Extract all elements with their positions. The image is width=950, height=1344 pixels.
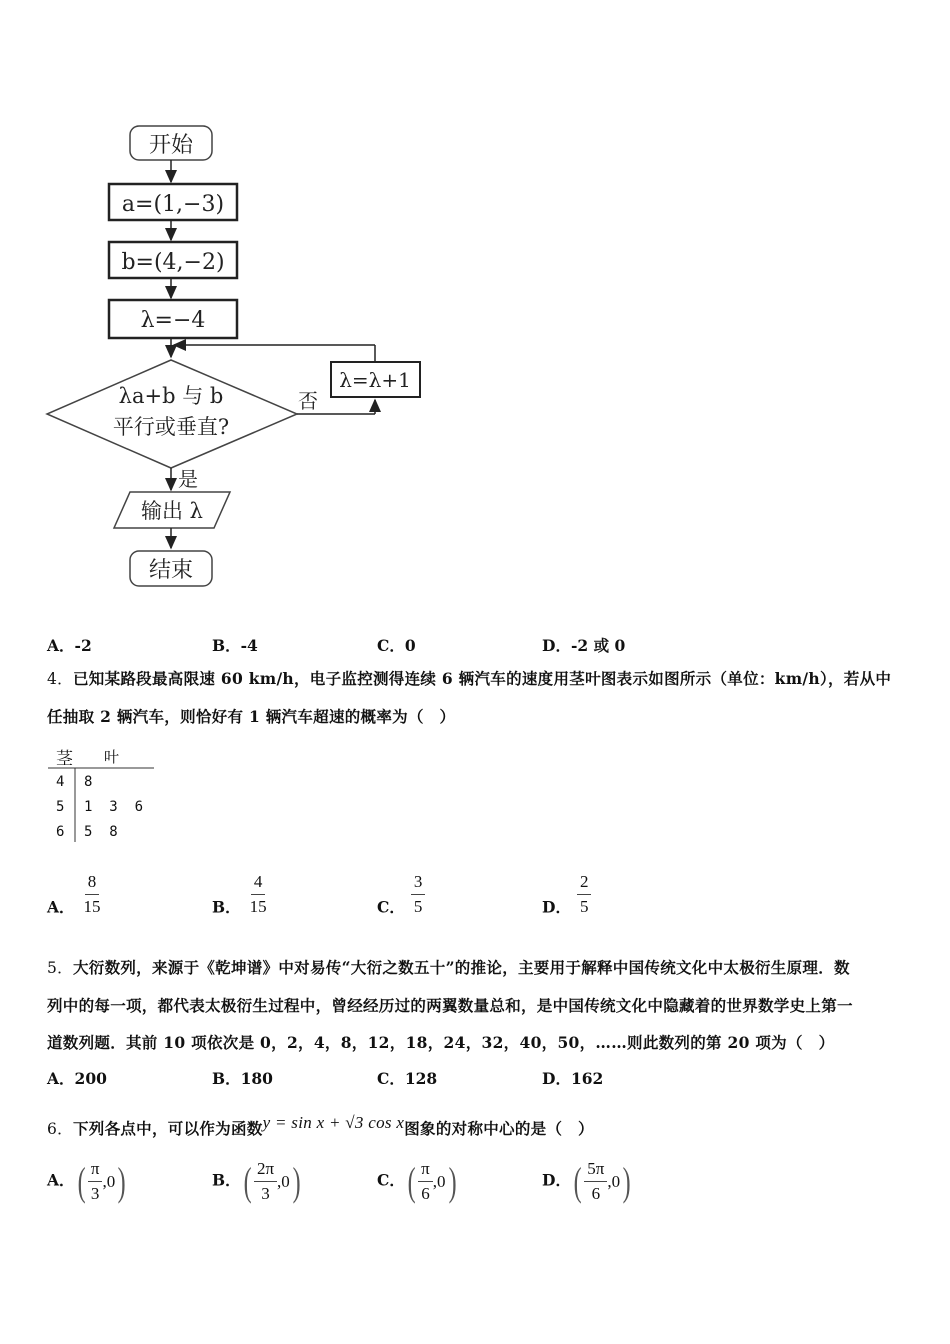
q4-option-b: B． $\frac{4}{15}$ bbox=[212, 872, 267, 917]
leaf-header: 叶 bbox=[104, 748, 120, 766]
question-4 bbox=[47, 660, 917, 735]
stem-row: 4 bbox=[56, 774, 65, 790]
q6-option-b: B． ( $\frac{2\pi}{3}$ ,0 ) bbox=[212, 1159, 301, 1204]
question-5 bbox=[47, 949, 917, 1061]
assign-b-label: b=(4,−2) bbox=[121, 250, 225, 275]
q5-option-b: B．180 bbox=[212, 1069, 273, 1088]
stem-header: 茎 bbox=[56, 749, 73, 769]
q3-option-b: B．-4 bbox=[212, 636, 258, 655]
assign-a-label: a=(1,−3) bbox=[121, 192, 225, 217]
q6-option-d: D． ( $\frac{5\pi}{6}$ ,0 ) bbox=[542, 1159, 631, 1204]
start-label: 开始 bbox=[148, 133, 194, 158]
question-6: 6．下列各点中，可以作为函数y = sin x + √3 cos x图象的对称中心的是（ ） bbox=[47, 1113, 594, 1138]
output-label: 输出 λ bbox=[141, 499, 203, 523]
end-label: 结束 bbox=[148, 558, 194, 583]
no-label: 否 bbox=[298, 389, 318, 413]
decision-line1: λa+b 与 b bbox=[118, 384, 224, 408]
q5-option-d: D．162 bbox=[542, 1069, 604, 1088]
q3-option-a: A．-2 bbox=[47, 636, 92, 655]
q5-line1: 5．大衍数列，来源于《乾坤谱》中对易传“大衍之数五十”的推论，主要用于解释中国传统文化中太极衍生原理．数 bbox=[47, 958, 850, 977]
flowchart bbox=[0, 0, 460, 600]
stem-row: 5 bbox=[56, 799, 65, 815]
q3-option-c: C．0 bbox=[377, 636, 416, 655]
q5-line2: 列中的每一项，都代表太极衍生过程中，曾经经历过的两翼数量总和，是中国传统文化中隐藏着的世界数学史上第一 bbox=[47, 996, 853, 1015]
function-formula: y = sin x + √3 cos x bbox=[262, 1113, 405, 1132]
q6-option-a: A． ( $\frac{\pi}{3}$ ,0 ) bbox=[47, 1159, 126, 1204]
q5-option-c: C．128 bbox=[377, 1069, 438, 1088]
leaf-row: 8 bbox=[84, 774, 93, 790]
q5-line3: 道数列题．其前 10 项依次是 0，2，4，8，12，18，24，32，40，50，……则此数列的第 20 项为（ ） bbox=[47, 1033, 835, 1052]
leaf-row: 1 3 6 bbox=[84, 799, 144, 815]
q4-line2: 任抽取 2 辆汽车，则恰好有 1 辆汽车超速的概率为（ ） bbox=[47, 707, 456, 726]
decision-line2: 平行或垂直? bbox=[112, 415, 230, 439]
q5-option-a: A．200 bbox=[47, 1069, 107, 1088]
q3-option-d: D．-2 或 0 bbox=[542, 636, 626, 655]
increment-label: λ=λ+1 bbox=[339, 368, 411, 392]
stem-row: 6 bbox=[56, 824, 65, 840]
q4-option-c: C． $\frac{3}{5}$ bbox=[377, 872, 425, 918]
decision-diamond bbox=[47, 360, 297, 468]
yes-label: 是 bbox=[178, 467, 198, 491]
assign-lambda-label: λ=−4 bbox=[140, 308, 206, 333]
q4-option-a: A． $\frac{8}{15}$ bbox=[47, 872, 101, 917]
q6-option-c: C． ( $\frac{\pi}{6}$ ,0 ) bbox=[377, 1159, 457, 1204]
q4-option-d: D． $\frac{2}{5}$ bbox=[542, 872, 591, 918]
q4-line1: 4．已知某路段最高限速 60 km/h，电子监控测得连续 6 辆汽车的速度用茎叶图表示如图所示（单位：km/h），若从中 bbox=[47, 669, 892, 688]
leaf-row: 5 8 bbox=[84, 824, 118, 840]
